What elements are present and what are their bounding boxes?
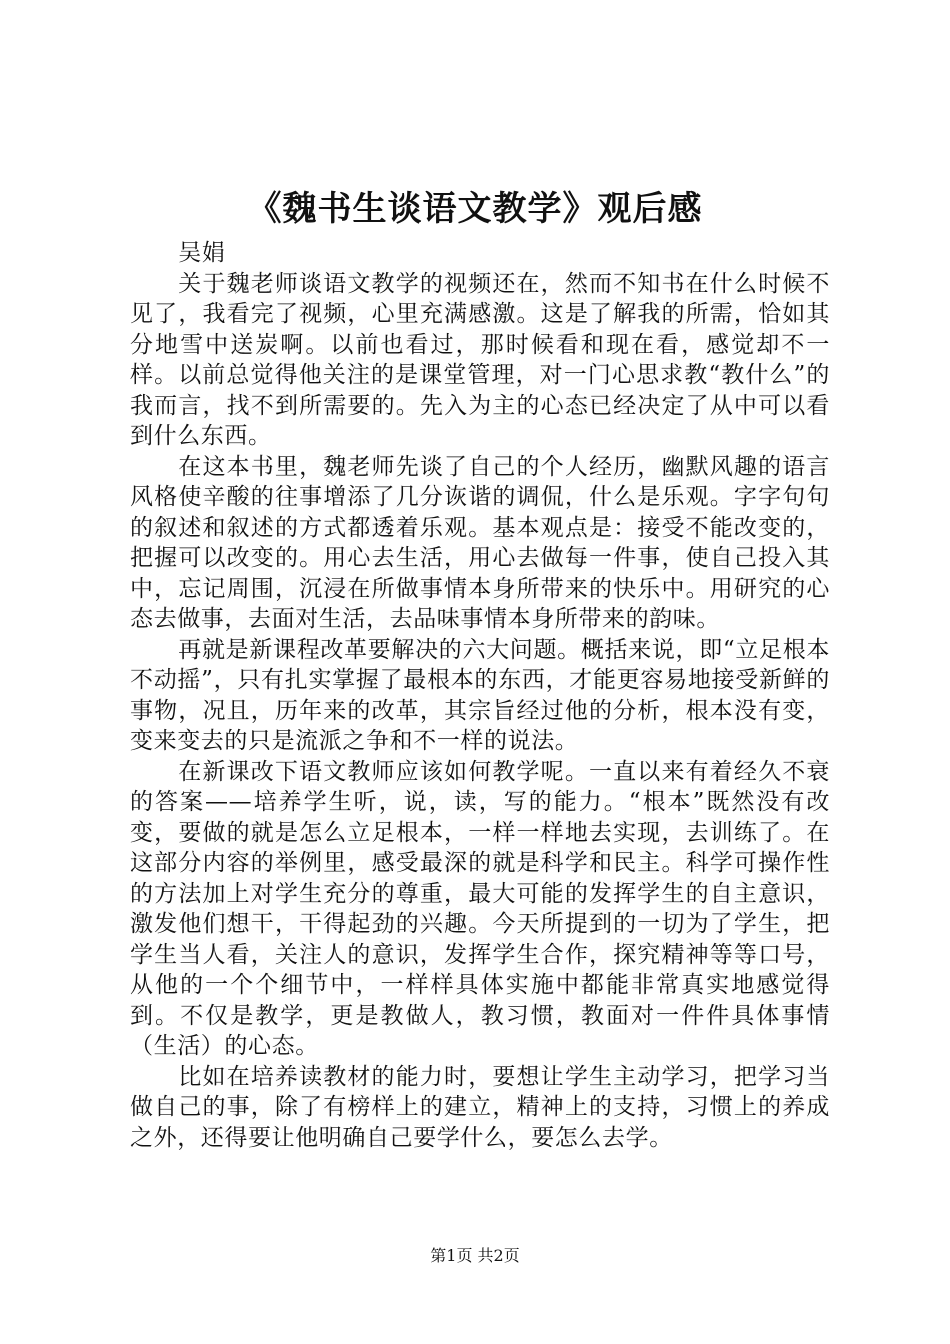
paragraph-1: 关于魏老师谈语文教学的视频还在，然而不知书在什么时候不见了，我看完了视频，心里充满感激。这是了解我的所需，恰如其分地雪中送炭啊。以前也看过，那时候看和现在看，感觉却不一样。以前总觉得他关注的是课堂管理，对一门心思求教“教什么”的我而言，找不到所需要的。先入为主的心态已经决定了从中可以看到什么东西。 [130,270,830,449]
paragraph-2: 在这本书里，魏老师先谈了自己的个人经历，幽默风趣的语言风格使辛酸的往事增添了几分诙谐的调侃，什么是乐观。字字句句的叙述和叙述的方式都透着乐观。基本观点是：接受不能改变的，把握可以改变的。用心去生活，用心去做每一件事，使自己投入其中，忘记周围，沉浸在所做事情本身所带来的快乐中。用研究的心态去做事，去面对生活，去品味事情本身所带来的韵味。 [130,453,830,632]
document-body [130,238,830,1153]
document-title: 《魏书生谈语文教学》观后感 [247,189,703,229]
paragraph-5: 比如在培养读教材的能力时，要想让学生主动学习，把学习当做自己的事，除了有榜样上的建立，精神上的支持，习惯上的养成之外，还得要让他明确自己要学什么，要怎么去学。 [130,1063,830,1151]
author-name: 吴娟 [178,240,226,266]
paragraph-4: 在新课改下语文教师应该如何教学呢。一直以来有着经久不衰的答案——培养学生听，说，读，写的能力。“根本”既然没有改变，要做的就是怎么立足根本，一样一样地去实现，去训练了。在这部分内容的举例里，感受最深的就是科学和民主。科学可操作性的方法加上对学生充分的尊重，最大可能的发挥学生的自主意识，激发他们想干，干得起劲的兴趣。今天所提到的一切为了学生，把学生当人看，关注人的意识，发挥学生合作，探究精神等等口号，从他的一个个细节中，一样样具体实施中都能非常真实地感觉得到。不仅是教学，更是教做人，教习惯，教面对一件件具体事情（生活）的心态。 [130,758,830,1059]
paragraph-3: 再就是新课程改革要解决的六大问题。概括来说，即“立足根本不动摇”，只有扎实掌握了最根本的东西，才能更容易地接受新鲜的事物，况且，历年来的改革，其宗旨经过他的分析，根本没有变，变来变去的只是流派之争和不一样的说法。 [130,636,830,754]
page-footer: 第1页 共2页 [430,1246,520,1265]
